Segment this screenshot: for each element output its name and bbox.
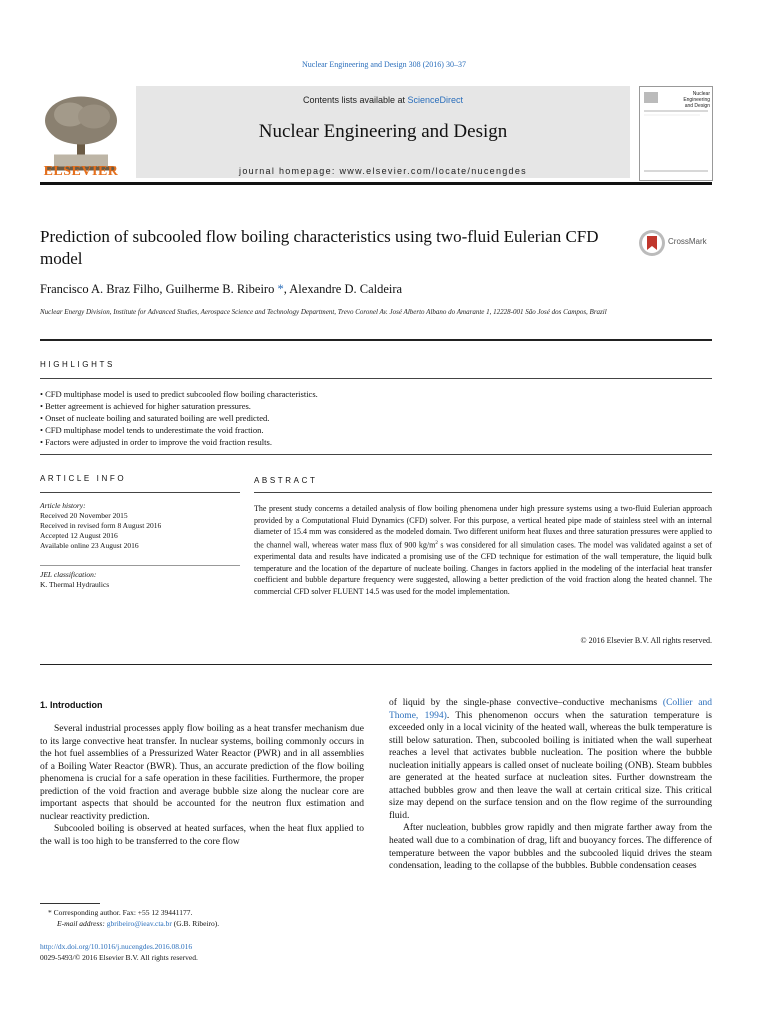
- doi-link[interactable]: http://dx.doi.org/10.1016/j.nucengdes.2016.08.016: [40, 942, 193, 951]
- authors-first: Francisco A. Braz Filho, Guilherme B. Ribeiro: [40, 282, 275, 296]
- abstract-rule: [254, 492, 712, 493]
- journal-cover-thumbnail: [639, 86, 713, 181]
- crossmark-label[interactable]: CrossMark: [668, 237, 707, 246]
- highlight-item: • CFD multiphase model tends to underestimate the void fraction.: [40, 425, 264, 435]
- highlights-rule-bottom: [40, 454, 712, 455]
- intro-paragraph-4: After nucleation, bubbles grow rapidly and then migrate farther away from the heated wall due to a combination of drag, lift and buoyancy forces. The difference of temperature between the vapor bubbles and the subcooled liquid drives the steam condensation, leading to the collapse of the bubbles. Bubble condensation ceases: [389, 823, 712, 872]
- intro-paragraph-1: Several industrial processes apply flow boiling as a heat transfer mechanism due to its large convective heat transfer. In nuclear systems, boiling commonly occurs in the hot fuel assemblies of a Pressurized Water Reactor (PWR) and in all assemblies of a Boiling Water Reactor (BWR). Thus, an accurate prediction of the flow boiling phenomena is crucial for a safe operation in these facilities. Furthermore, the proper prediction of the void fraction and average bubble size along the nuclear core are important aspects that should be accounted for the neutron flux estimation and nuclear reactivity prediction.: [40, 724, 364, 822]
- highlight-item: • Factors were adjusted in order to improve the void fraction results.: [40, 437, 272, 447]
- author-email-link[interactable]: gbribeiro@ieav.cta.br: [106, 919, 172, 928]
- received-date: Received 20 November 2015: [40, 511, 128, 520]
- highlight-text: Onset of nucleate boiling and saturated boiling are well predicted.: [45, 413, 270, 423]
- body-left-column: [40, 723, 364, 848]
- email-line: [40, 918, 364, 929]
- footnote: [40, 907, 364, 929]
- email-label: E-mail address:: [57, 919, 107, 928]
- corresponding-author-mark[interactable]: *: [277, 282, 284, 296]
- article-info-rule: [40, 492, 240, 493]
- history-label: Article history:: [40, 501, 86, 510]
- sciencedirect-link[interactable]: ScienceDirect: [407, 95, 464, 105]
- email-suffix: (G.B. Ribeiro).: [171, 919, 220, 928]
- article-title: Prediction of subcooled flow boiling characteristics using two-fluid Eulerian CFD model: [40, 227, 599, 268]
- highlight-text: CFD multiphase model tends to underestimate the void fraction.: [45, 425, 264, 435]
- footnote-rule: [40, 903, 100, 904]
- abstract-copyright: © 2016 Elsevier B.V. All rights reserved.: [580, 636, 712, 645]
- abstract-part-2: s was considered for all simulation cases. The model was validated against a set of experimental data and results have indicated a promising use of the CFD technique for estimation of the wall temperature, the liquid bulk temperature and the location of the departure of nucleate boiling. Changes in factors applied in the modeling of the interfacial heat transfer coefficient and bubble departure frequency were suggested, allowing a better prediction of the void fraction along the heated channel. The commercial CFD solver FLUENT 14.5 was used for the model implementation.: [254, 540, 713, 596]
- title-rule: [40, 339, 712, 341]
- highlights-heading: HIGHLIGHTS: [40, 360, 115, 369]
- paragraph-3-end: . This phenomenon occurs when the saturation temperature is exceeded only in a local vicinity of the heated wall, whereas the bulk temperature is still below saturation. Then, subcooled boiling is initiated when the wall superheat reaches a level that activates bubble nucleation. The position where the bubble nucleation initially appears is called onset of nucleate boiling (ONB). Steam bubbles are generated at the heated surface at nucleation sites. Further downstream the attached bubbles grow and then leave the wall at certain critical size. This critical size may depend on the surface tension and on the flow regime of the surrounding fluid.: [389, 710, 712, 821]
- highlight-item: • Better agreement is achieved for higher saturation pressures.: [40, 401, 251, 411]
- abstract-bottom-rule: [40, 664, 712, 665]
- citation-collier-thome[interactable]: (Collier and Thome, 1994): [389, 698, 713, 721]
- contents-prefix: Contents lists available at: [302, 95, 408, 105]
- affiliation: Nuclear Energy Division, Institute for Advanced Studies, Aerospace Science and Technology Department, Trevo Coronel Av. José Alberto Albano do Amarante 1, 12228-001 São José dos Campos, Brazil: [40, 308, 607, 316]
- authors-last: , Alexandre D. Caldeira: [283, 282, 403, 296]
- accepted-date: Accepted 12 August 2016: [40, 531, 118, 540]
- elsevier-wordmark: ELSEVIER: [43, 164, 119, 179]
- contents-line: [136, 95, 630, 105]
- highlights-list: [40, 388, 712, 448]
- paragraph-3-start: of liquid by the single-phase convective–conductive mechanisms: [389, 698, 663, 708]
- abstract-part-1: The present study concerns a detailed analysis of flow boiling phenomena under high pressure systems using a two-fluid Eulerian approach provided by a Computational Fluid Dynamics (CFD) solver. For this purpose, a vertical heated pipe made of stainless steel with an internal diameter of 15.4 mm was considered as the modeled domain. Two different uniform heat fluxes and three saturation pressures were applied to the channel wall, whereas water mass flux of 900 kg/m: [254, 504, 712, 550]
- jel-label: JEL classification:: [40, 570, 97, 579]
- author-list: [40, 282, 720, 297]
- doi-block: [40, 941, 364, 963]
- body-right-column: [389, 697, 712, 873]
- highlights-rule-top: [40, 378, 712, 379]
- highlight-text: CFD multiphase model is used to predict subcooled flow boiling characteristics.: [45, 389, 318, 399]
- article-history: [40, 501, 240, 551]
- jel-value: K. Thermal Hydraulics: [40, 580, 110, 589]
- corresponding-note: * Corresponding author. Fax: +55 12 39441177.: [48, 908, 193, 917]
- article-info-heading: ARTICLE INFO: [40, 474, 127, 483]
- header-rule: [40, 182, 712, 185]
- jel-rule: [40, 565, 240, 566]
- journal-title: Nuclear Engineering and Design: [258, 121, 508, 142]
- journal-reference[interactable]: Nuclear Engineering and Design 308 (2016) 30–37: [302, 60, 466, 69]
- crossmark-icon[interactable]: [638, 229, 666, 257]
- abstract-heading: ABSTRACT: [254, 476, 318, 485]
- online-date: Available online 23 August 2016: [40, 541, 139, 550]
- highlight-item: • CFD multiphase model is used to predict subcooled flow boiling characteristics.: [40, 389, 318, 399]
- highlight-text: Factors were adjusted in order to improve the void fraction results.: [45, 437, 272, 447]
- issn-line: 0029-5493/© 2016 Elsevier B.V. All rights reserved.: [40, 953, 198, 962]
- revised-date: Received in revised form 8 August 2016: [40, 521, 162, 530]
- intro-paragraph-3: [389, 697, 712, 822]
- cover-title-line-1: Nuclear Engineering: [683, 91, 710, 103]
- journal-homepage[interactable]: journal homepage: www.elsevier.com/locate/nucengdes: [239, 166, 527, 176]
- abstract-text: [254, 503, 712, 597]
- abstract-superscript: 2: [435, 540, 438, 546]
- highlight-item: • Onset of nucleate boiling and saturated boiling are well predicted.: [40, 413, 270, 423]
- introduction-heading: 1. Introduction: [40, 700, 103, 710]
- cover-title-line-2: and Design: [684, 103, 710, 109]
- cover-decoration: [640, 87, 712, 180]
- jel-classification: [40, 570, 240, 590]
- highlight-text: Better agreement is achieved for higher saturation pressures.: [45, 401, 251, 411]
- intro-paragraph-2: Subcooled boiling is observed at heated surfaces, when the heat flux applied to the wall is too high to be transferred to the core flow: [40, 824, 364, 847]
